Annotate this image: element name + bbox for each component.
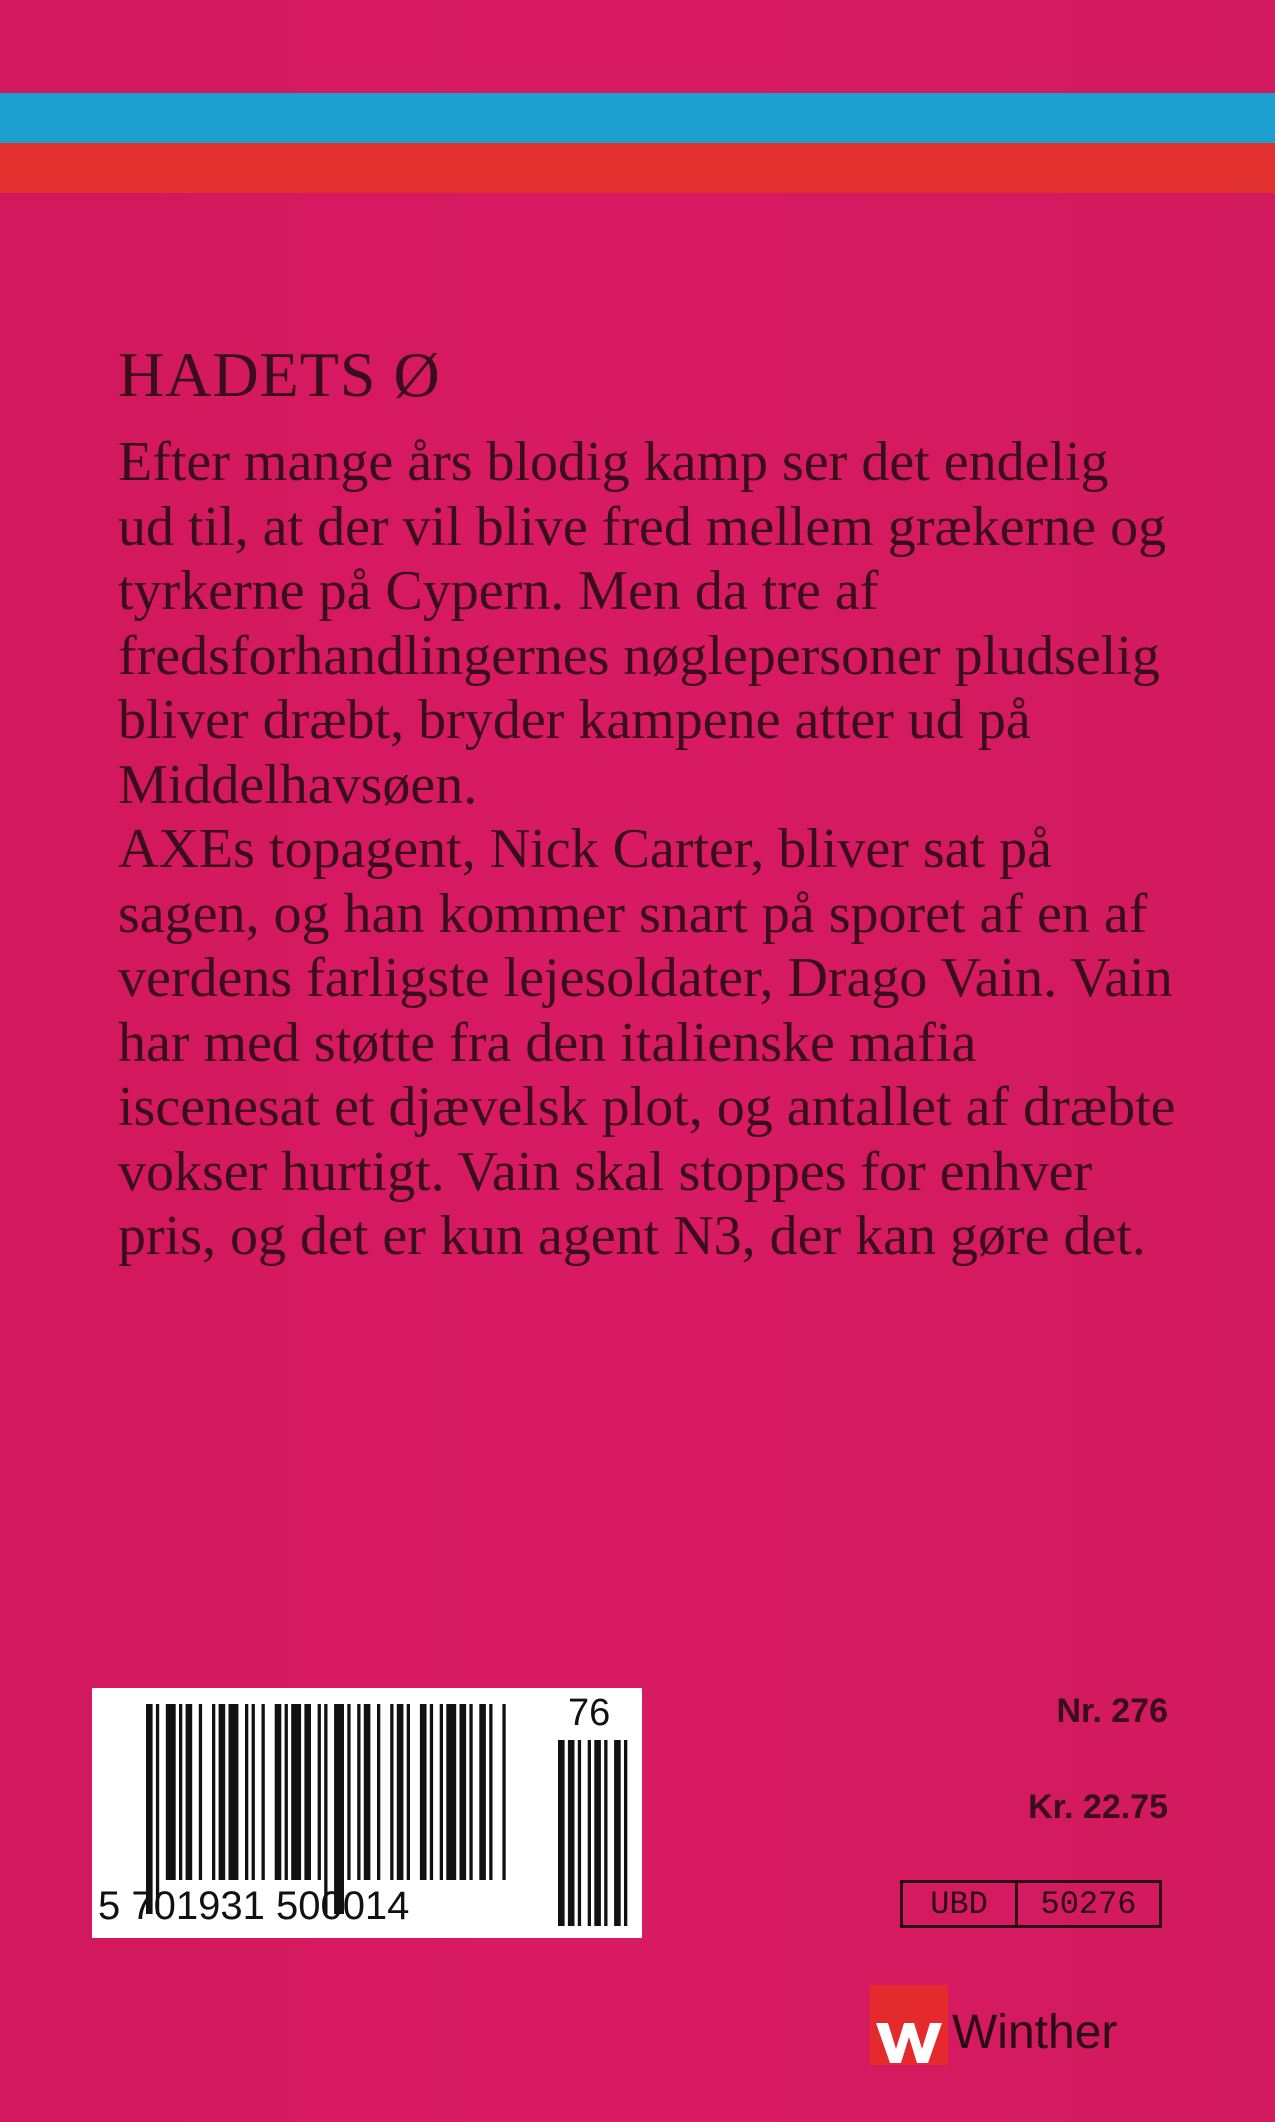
barcode-bar [502,1704,505,1880]
barcode-bar [199,1704,202,1880]
barcode-bar [291,1704,301,1880]
publisher-logo [870,1985,1117,2065]
barcode-addon-bar [578,1740,581,1926]
ubd-code-box [900,1880,1162,1928]
barcode-addon-bar [604,1740,607,1926]
barcode-bar [318,1704,321,1880]
barcode-bar [347,1704,350,1880]
barcode-bar [285,1704,288,1880]
barcode-bar [390,1704,393,1880]
barcode-bar [252,1704,255,1880]
barcode-bar [229,1704,239,1880]
barcode-addon: 76 [568,1692,611,1734]
book-title: HADETS Ø [118,339,441,410]
issue-number: Nr. 276 [1056,1692,1168,1730]
barcode-bar [479,1704,486,1880]
barcode-addon-bar [624,1740,627,1926]
barcode-bar [420,1704,427,1880]
ubd-code: 50276 [1040,1885,1137,1923]
blurb-paragraph-1: Efter mange års blodig kamp ser det endelig ud til, at der vil blive fred mellem grækerne og tyrkerne på Cypern. Men da tre af fredsforhandlingernes nøglepersoner pludselig bliver dræbt, bryder kampene atter ud på Middelhavsøen. [118,431,1167,816]
barcode-addon-bar [594,1740,601,1926]
barcode-bar [262,1704,265,1880]
barcode-addon-bar [558,1740,565,1926]
barcode-bar [397,1704,404,1880]
barcode-bar [364,1704,371,1880]
barcode-bar [357,1704,360,1880]
barcode-bar [460,1704,467,1880]
blue-stripe [0,93,1275,143]
barcode-bar [146,1704,153,1914]
barcode [92,1688,642,1938]
barcode-bar [334,1704,344,1914]
barcode-bar [324,1704,327,1914]
publisher-name: Winther [952,2005,1118,2059]
barcode-bar [212,1704,215,1880]
winther-w-logo-icon [870,1985,948,2065]
barcode-bar [179,1704,182,1880]
barcode-bar [166,1704,176,1880]
red-stripe [0,143,1275,193]
barcode-addon-bar [588,1740,591,1926]
barcode-bar [156,1704,159,1914]
blurb-paragraph-2: AXEs topagent, Nick Carter, bliver sat på sagen, og han kommer snart på sporet af en af verdens farligste lejesoldater, Drago Vain. Vain har med støtte fra den italienske mafia iscenesat et djævelsk plot, og antallet af dræbte vokser hurtigt. Vain skal stoppes for enhver pris, og det er kun agent N3, der kan gøre det. [118,818,1176,1267]
barcode-bar [245,1704,248,1880]
barcode-bar [304,1704,311,1880]
blurb-text [118,430,1178,1269]
barcode-addon-bar [568,1740,575,1926]
barcode-bar [186,1704,193,1880]
barcode-bar [440,1704,443,1880]
ubd-label: UBD [903,1883,1018,1925]
barcode-digits: 5 701931 500014 [98,1884,410,1928]
price: Kr. 22.75 [1028,1788,1168,1826]
barcode-bar [469,1704,472,1880]
barcode-bar [219,1704,226,1880]
barcode-bar [489,1704,492,1880]
barcode-bar [377,1704,380,1880]
barcode-addon-bar [614,1740,621,1926]
barcode-bar [430,1704,433,1880]
barcode-bar [446,1704,456,1880]
barcode-bar [275,1704,282,1880]
barcode-bar [407,1704,410,1880]
